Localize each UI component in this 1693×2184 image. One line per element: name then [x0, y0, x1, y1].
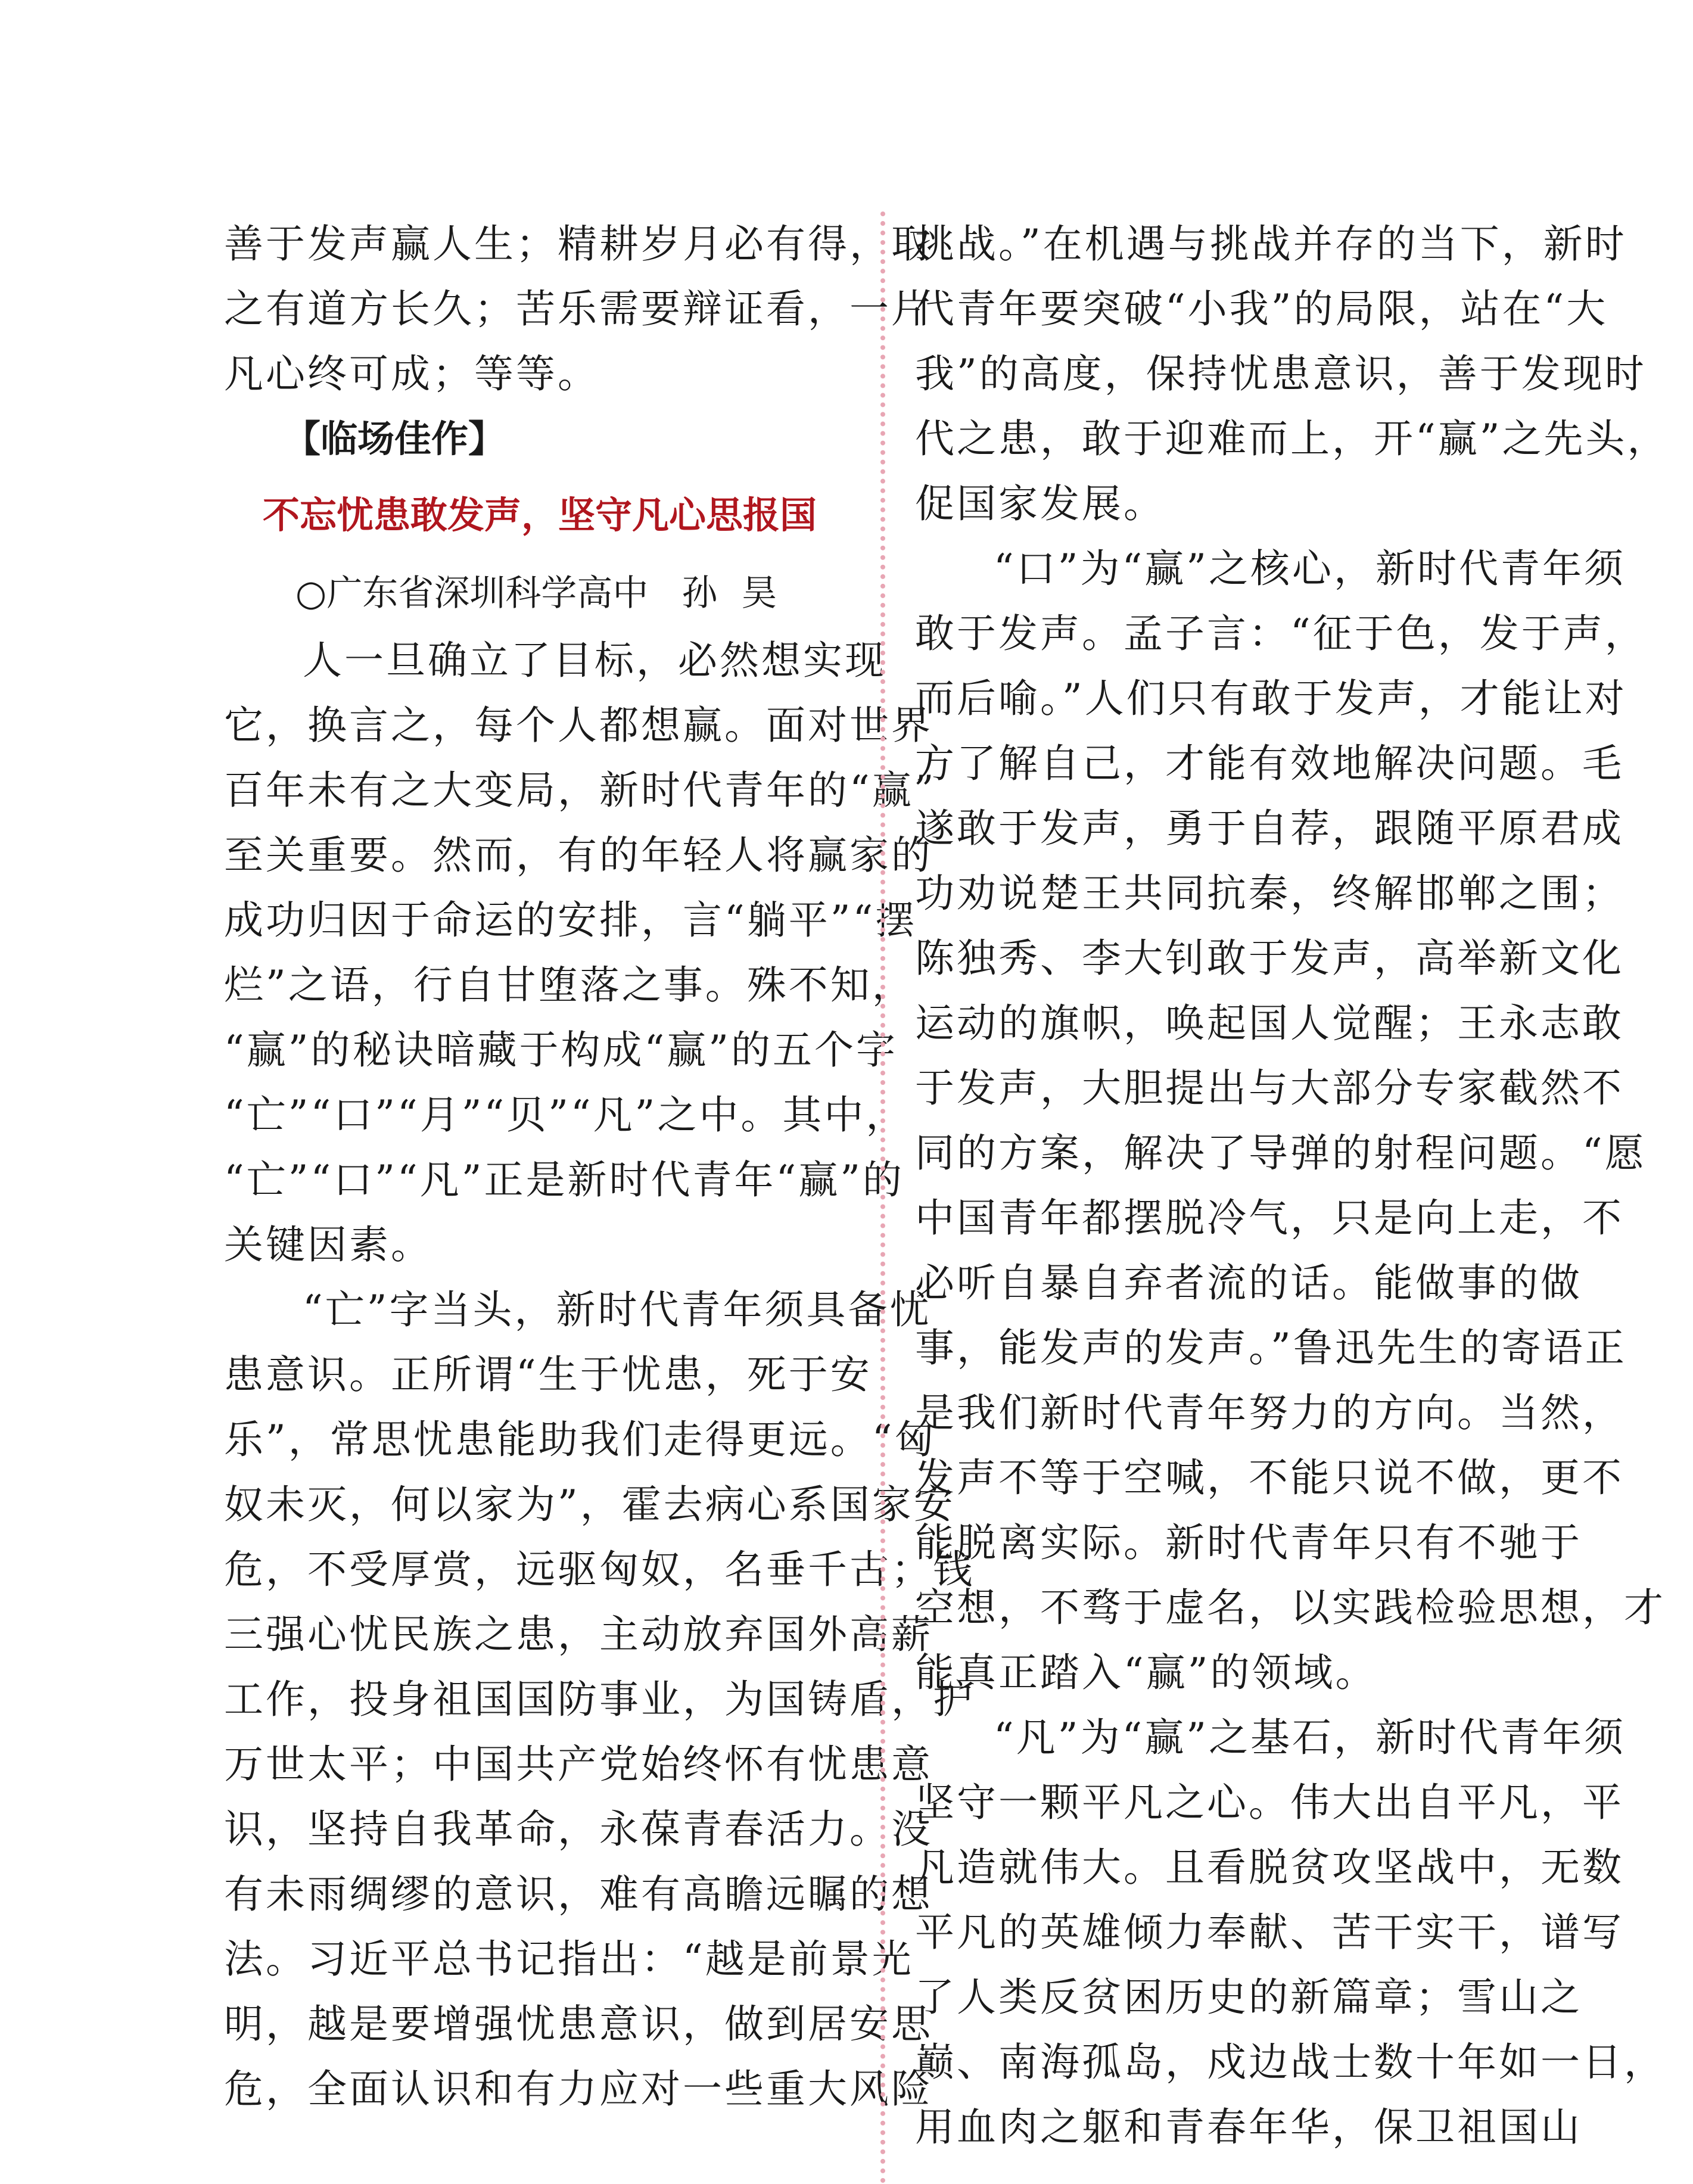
text-line: 而后喻。”人们只有敢于发声，才能让对 — [915, 676, 1627, 721]
text-line: 遂敢于发声，勇于自荐，跟随平原君成 — [915, 805, 1624, 851]
text-line: “口”为“赢”之核心，新时代青年须 — [994, 546, 1626, 592]
text-line: 善于发声赢人生；精耕岁月必有得，取 — [224, 221, 933, 267]
text-line: 代之患，敢于迎难而上，开“赢”之先头， — [915, 416, 1669, 462]
text-line: 有未雨绸缪的意识，难有高瞻远瞩的想 — [224, 1871, 933, 1917]
text-line: 烂”之语，行自甘堕落之事。殊不知， — [224, 962, 914, 1008]
text-line: “凡”为“赢”之基石，新时代青年须 — [994, 1715, 1626, 1760]
text-line: 凡造就伟大。且看脱贫攻坚战中，无数 — [915, 1844, 1624, 1890]
right-column — [915, 211, 1669, 2160]
paragraph-2 — [224, 1277, 975, 2121]
text-line: 中国青年都摆脱冷气，只是向上走，不 — [915, 1195, 1624, 1241]
text-line: 危，全面认识和有力应对一些重大风险 — [224, 2066, 933, 2112]
text-line: 它，换言之，每个人都想赢。面对世界 — [224, 702, 933, 748]
text-line: 促国家发展。 — [915, 481, 1165, 527]
text-line: 空想，不骛于虚名，以实践检验思想，才 — [915, 1585, 1666, 1631]
text-line: 敢于发声。孟子言：“征于色，发于声， — [915, 611, 1647, 657]
section-label: 【临场佳作】 — [284, 417, 506, 461]
text-line: 至关重要。然而，有的年轻人将赢家的 — [224, 832, 933, 878]
text-line: 之有道方长久；苦乐需要辩证看，一片 — [224, 286, 933, 332]
paragraph-1 — [224, 628, 936, 1277]
text-line: 法。习近平总书记指出：“越是前景光 — [224, 1936, 914, 1982]
text-line: 方了解自己，才能有效地解决问题。毛 — [915, 741, 1624, 786]
text-line: 我”的高度，保持忧患意识，善于发现时 — [915, 351, 1647, 397]
text-line: 工作，投身祖国国防事业，为国铸盾，护 — [224, 1676, 975, 1722]
text-line: 陈独秀、李大钊敢于发声，高举新文化 — [915, 935, 1624, 981]
text-line: 是我们新时代青年努力的方向。当然， — [915, 1390, 1624, 1436]
text-line: “亡”“口”“月”“贝”“凡”之中。其中， — [224, 1092, 908, 1138]
text-line: 人一旦确立了目标，必然想实现 — [303, 637, 886, 683]
text-line: 万世太平；中国共产党始终怀有忧患意 — [224, 1741, 933, 1787]
author-name: 孙昊 — [681, 573, 801, 614]
text-line: 用血肉之躯和青春年华，保卫祖国山 — [915, 2104, 1582, 2150]
text-line: 能真正踏入“赢”的领域。 — [915, 1650, 1377, 1695]
text-line: 奴未灭，何以家为”，霍去病心系国家安 — [224, 1482, 956, 1527]
text-line: 必听自暴自弃者流的话。能做事的做 — [915, 1260, 1582, 1306]
text-line: “亡”“口”“凡”正是新时代青年“赢”的 — [224, 1157, 904, 1203]
author-school: ○广东省深圳科学高中 — [295, 573, 649, 614]
text-line: 凡心终可成；等等。 — [224, 351, 599, 397]
text-line: 发声不等于空喊，不能只说不做，更不 — [915, 1455, 1624, 1501]
text-line: 明，越是要增强忧患意识，做到居安思 — [224, 2001, 933, 2047]
text-line: 成功归因于命运的安排，言“躺平”“摆 — [224, 897, 917, 943]
text-line: 关键因素。 — [224, 1222, 432, 1268]
text-line: 了人类反贫困历史的新篇章；雪山之 — [915, 1974, 1582, 2020]
left-column — [224, 211, 975, 2121]
text-line: 事，能发声的发声。”鲁迅先生的寄语正 — [915, 1325, 1627, 1371]
text-line: 运动的旗帜，唤起国人觉醒；王永志敢 — [915, 1000, 1624, 1046]
text-line: 乐”，常思忧患能助我们走得更远。“匈 — [224, 1417, 936, 1463]
paragraph-4 — [915, 1705, 1666, 2160]
text-line: 平凡的英雄倾力奉献、苦干实干，谱写 — [915, 1909, 1624, 1955]
intro-block — [224, 211, 933, 406]
text-line: 百年未有之大变局，新时代青年的“赢” — [224, 767, 936, 813]
text-line: 挑战。”在机遇与挑战并存的当下，新时 — [915, 221, 1627, 267]
essay-title: 不忘忧患敢发声，坚守凡心思报国 — [262, 493, 817, 537]
column-divider — [880, 211, 885, 2184]
text-line: 危，不受厚赏，远驱匈奴，名垂千古；钱 — [224, 1547, 975, 1592]
paragraph-3 — [915, 536, 1666, 1705]
text-line: 代青年要突破“小我”的局限，站在“大 — [915, 286, 1608, 332]
text-line: 于发声，大胆提出与大部分专家截然不 — [915, 1065, 1624, 1111]
paragraph-2-continued — [915, 211, 1669, 536]
text-line: 患意识。正所谓“生于忧患，死于安 — [224, 1352, 872, 1398]
text-line: 巅、南海孤岛，戍边战士数十年如一日， — [915, 2039, 1666, 2085]
text-line: “亡”字当头，新时代青年须具备忧 — [303, 1287, 932, 1333]
text-line: 坚守一颗平凡之心。伟大出自平凡，平 — [915, 1779, 1624, 1825]
author-line — [224, 559, 855, 628]
text-line: 同的方案，解决了导弹的射程问题。“愿 — [915, 1130, 1647, 1176]
text-line: 功劝说楚王共同抗秦，终解邯郸之围； — [915, 870, 1624, 916]
text-line: 三强心忧民族之患，主动放弃国外高薪 — [224, 1611, 933, 1657]
text-line: “赢”的秘诀暗藏于构成“赢”的五个字 — [224, 1027, 898, 1073]
text-line: 能脱离实际。新时代青年只有不驰于 — [915, 1520, 1582, 1566]
text-line: 识，坚持自我革命，永葆青春活力。没 — [224, 1806, 933, 1852]
